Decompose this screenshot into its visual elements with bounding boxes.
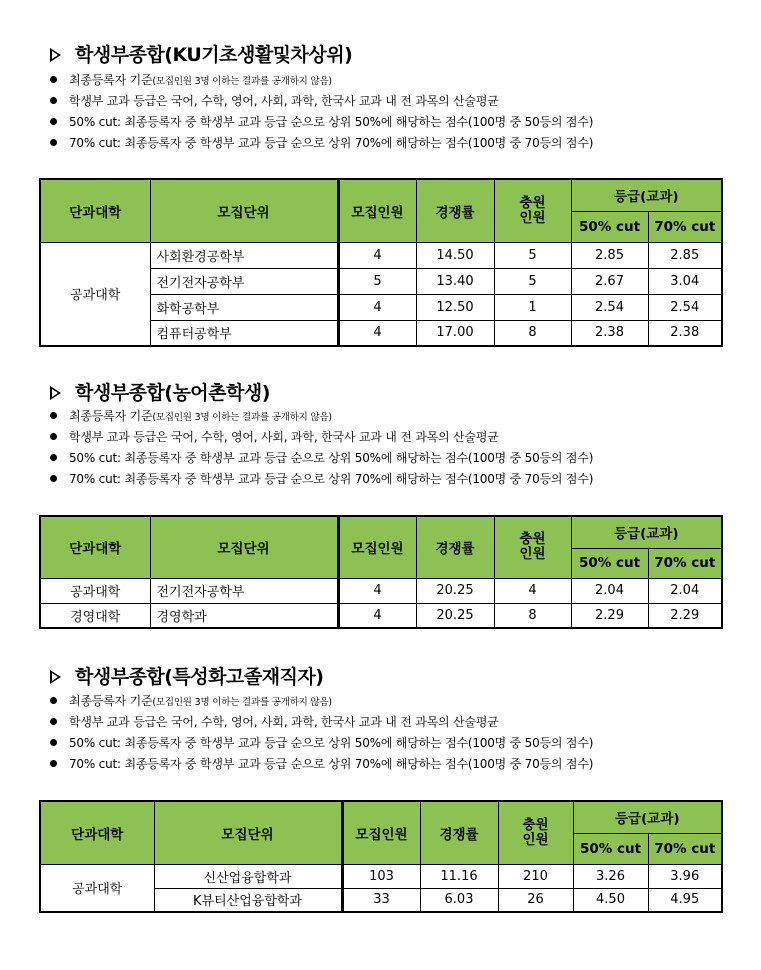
header-cut50: 50% cut [571,211,648,242]
header-grade: 등급(교과) [571,179,722,211]
header-extra: 충원 인원 [494,516,571,578]
results-table [39,515,723,629]
note-item: 70% cut: 최종등록자 중 학생부 교과 등급 순으로 상위 70%에 해당하는 점수(100명 중 70등의 점수) [50,754,593,775]
header-college: 단과대학 [40,179,150,242]
header-rate: 경쟁률 [416,516,494,578]
rate-cell: 14.50 [416,242,494,268]
note-item: 50% cut: 최종등록자 중 학생부 교과 등급 순으로 상위 50%에 해당하는 점수(100명 중 50등의 점수) [50,733,593,754]
table-row [40,578,722,603]
unit-cell: 신산업융합학과 [154,864,342,888]
rate-cell: 12.50 [416,294,494,320]
note-item: 70% cut: 최종등록자 중 학생부 교과 등급 순으로 상위 70%에 해당하는 점수(100명 중 70등의 점수) [50,469,593,490]
table-row [40,864,722,888]
note-item: 학생부 교과 등급은 국어, 수학, 영어, 사회, 과학, 한국사 교과 내 전 과목의 산술평균 [50,91,593,112]
header-grade: 등급(교과) [571,516,722,548]
unit-cell: 사회환경공학부 [150,242,338,268]
cut70-cell: 2.54 [648,294,722,320]
header-extra: 충원 인원 [498,801,573,864]
note-item: 최종등록자 기준(모집인원 3명 이하는 결과를 공개하지 않음) [50,691,593,712]
results-table [39,800,723,913]
bullet-icon [50,76,57,83]
extra-cell: 5 [494,242,571,268]
bullet-icon [50,97,57,104]
cut70-cell: 4.95 [648,888,722,912]
notes-list [50,406,593,490]
header-cut50: 50% cut [573,833,648,864]
bullet-icon [50,433,57,440]
bullet-icon [50,412,57,419]
unit-cell: K뷰티산업융합학과 [154,888,342,912]
header-grade: 등급(교과) [573,801,722,833]
section-title: 학생부종합(KU기초생활및차상위) [75,44,353,66]
extra-cell: 8 [494,320,571,346]
bullet-icon [50,118,57,125]
header-unit: 모집단위 [150,179,338,242]
bullet-icon [50,139,57,146]
cut50-cell: 2.04 [571,578,648,603]
bullet-icon [50,454,57,461]
note-item: 최종등록자 기준(모집인원 3명 이하는 결과를 공개하지 않음) [50,406,593,427]
rate-cell: 11.16 [420,864,498,888]
triangle-bullet-icon [50,48,61,62]
cut50-cell: 2.29 [571,603,648,628]
unit-cell: 화학공학부 [150,294,338,320]
note-item: 최종등록자 기준(모집인원 3명 이하는 결과를 공개하지 않음) [50,70,593,91]
rate-cell: 20.25 [416,603,494,628]
header-cut50: 50% cut [571,548,648,578]
bullet-icon [50,718,57,725]
cut50-cell: 2.67 [571,268,648,294]
bullet-icon [50,739,57,746]
college-cell: 경영대학 [40,603,150,628]
college-cell: 공과대학 [40,242,150,346]
extra-cell: 8 [494,603,571,628]
quota-cell: 4 [338,578,416,603]
cut50-cell: 2.38 [571,320,648,346]
cut50-cell: 4.50 [573,888,648,912]
header-college: 단과대학 [40,801,154,864]
rate-cell: 6.03 [420,888,498,912]
quota-cell: 4 [338,603,416,628]
cut70-cell: 3.04 [648,268,722,294]
triangle-bullet-icon [50,670,61,684]
header-college: 단과대학 [40,516,150,578]
note-item: 50% cut: 최종등록자 중 학생부 교과 등급 순으로 상위 50%에 해당하는 점수(100명 중 50등의 점수) [50,448,593,469]
section-title: 학생부종합(특성화고졸재직자) [75,666,324,688]
quota-cell: 103 [342,864,420,888]
unit-cell: 경영학과 [150,603,338,628]
note-item: 학생부 교과 등급은 국어, 수학, 영어, 사회, 과학, 한국사 교과 내 전 과목의 산술평균 [50,712,593,733]
college-cell: 공과대학 [40,864,154,912]
notes-list [50,70,593,154]
note-item: 50% cut: 최종등록자 중 학생부 교과 등급 순으로 상위 50%에 해당하는 점수(100명 중 50등의 점수) [50,112,593,133]
cut50-cell: 2.54 [571,294,648,320]
notes-list [50,691,593,775]
heading-rural-students [50,378,270,405]
header-cut70: 70% cut [648,548,722,578]
cut70-cell: 2.38 [648,320,722,346]
unit-cell: 전기전자공학부 [150,268,338,294]
extra-cell: 5 [494,268,571,294]
quota-cell: 33 [342,888,420,912]
results-table [39,178,723,347]
bullet-icon [50,475,57,482]
header-unit: 모집단위 [154,801,342,864]
header-extra: 충원 인원 [494,179,571,242]
cut50-cell: 3.26 [573,864,648,888]
unit-cell: 전기전자공학부 [150,578,338,603]
header-quota: 모집인원 [338,179,416,242]
header-quota: 모집인원 [338,516,416,578]
table-row [40,242,722,268]
heading-ku-basic-living [50,40,352,67]
quota-cell: 4 [338,320,416,346]
quota-cell: 4 [338,294,416,320]
rate-cell: 17.00 [416,320,494,346]
cut50-cell: 2.85 [571,242,648,268]
extra-cell: 1 [494,294,571,320]
header-unit: 모집단위 [150,516,338,578]
quota-cell: 5 [338,268,416,294]
bullet-icon [50,760,57,767]
unit-cell: 컴퓨터공학부 [150,320,338,346]
note-item: 70% cut: 최종등록자 중 학생부 교과 등급 순으로 상위 70%에 해당하는 점수(100명 중 70등의 점수) [50,133,593,154]
college-cell: 공과대학 [40,578,150,603]
quota-cell: 4 [338,242,416,268]
note-item: 학생부 교과 등급은 국어, 수학, 영어, 사회, 과학, 한국사 교과 내 전 과목의 산술평균 [50,427,593,448]
header-rate: 경쟁률 [420,801,498,864]
cut70-cell: 2.29 [648,603,722,628]
section-title: 학생부종합(농어촌학생) [75,382,270,404]
heading-vocational-employed [50,662,323,689]
cut70-cell: 2.85 [648,242,722,268]
extra-cell: 26 [498,888,573,912]
triangle-bullet-icon [50,386,61,400]
header-cut70: 70% cut [648,211,722,242]
extra-cell: 4 [494,578,571,603]
header-rate: 경쟁률 [416,179,494,242]
bullet-icon [50,697,57,704]
cut70-cell: 2.04 [648,578,722,603]
extra-cell: 210 [498,864,573,888]
rate-cell: 20.25 [416,578,494,603]
header-cut70: 70% cut [648,833,722,864]
header-quota: 모집인원 [342,801,420,864]
cut70-cell: 3.96 [648,864,722,888]
rate-cell: 13.40 [416,268,494,294]
table-row [40,603,722,628]
